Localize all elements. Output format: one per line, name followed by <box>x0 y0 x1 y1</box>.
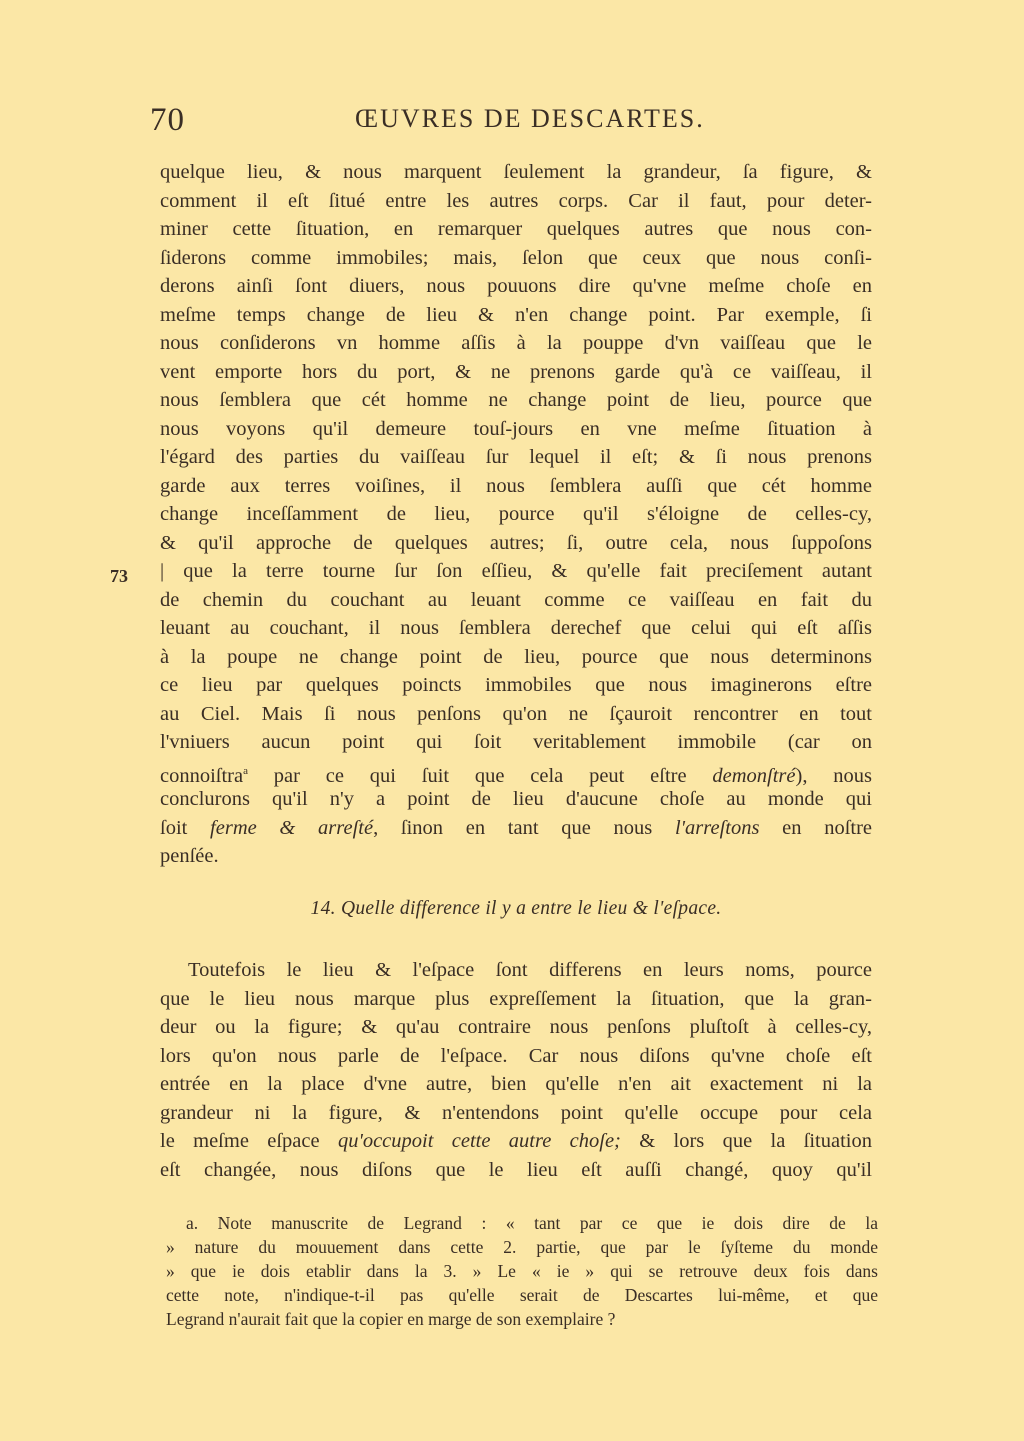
text-line: | que la terre tourne ſur ſon eſſieu, & qu'elle fait preciſement autant <box>160 560 872 582</box>
text-fragment: & lors que la ſituation <box>620 1130 872 1152</box>
text-line: à la poupe ne change point de lieu, pource que nous determinons <box>160 645 872 668</box>
text-line: nous voyons qu'il demeure touſ-jours en vne meſme ſituation à <box>160 417 872 440</box>
page-header <box>150 100 872 150</box>
text-line: au Ciel. Mais ſi nous penſons qu'on ne ſçauroit rencontrer en tout <box>160 702 872 725</box>
text-line: lors qu'on nous parle de l'eſpace. Car nous diſons qu'vne choſe eſt <box>160 1044 872 1067</box>
text-fragment: , ſinon en tant que nous <box>373 816 675 839</box>
text-line: l'égard des parties du vaiſſeau ſur lequel il eſt; & ſi nous prenons <box>160 446 872 468</box>
text-line: change inceſſamment de lieu, pource qu'il s'éloigne de celles-cy, <box>160 503 872 525</box>
text-line <box>160 1127 872 1156</box>
italic-fragment: ferme & arreſté <box>210 816 374 839</box>
text-line: de chemin du couchant au leuant comme ce vaiſſeau en fait du <box>160 588 872 611</box>
section-heading: 14. Quelle difference il y a entre le lieu & l'eſpace. <box>310 898 722 919</box>
italic-fragment: qu'occupoit cette autre choſe; <box>337 1130 621 1152</box>
text-line: nous conſiderons vn homme aſſis à la pouppe d'vn vaiſſeau que le <box>160 332 872 354</box>
italic-fragment: l'arreſtons <box>674 816 760 839</box>
margin-reference-number: 73 <box>110 566 128 586</box>
paragraph-1 <box>160 158 872 871</box>
paragraph-2 <box>160 956 872 1184</box>
text-fragment: ſoit <box>160 816 211 839</box>
text-line: penſée. <box>160 845 219 867</box>
text-line: comment il eſt ſitué entre les autres corps. Car il faut, pour deter- <box>160 189 872 212</box>
text-fragment: en noſtre <box>759 816 873 839</box>
text-line: miner cette ſituation, en remarquer quelques autres que nous con- <box>160 218 872 240</box>
text-fragment: le meſme eſpace <box>160 1130 338 1152</box>
text-line: leuant au couchant, il nous ſemblera derechef que celui qui eſt aſſis <box>160 617 872 639</box>
text-line: l'vniuers aucun point qui ſoit veritablement immobile (car on <box>160 731 872 753</box>
text-fragment: connoiſtra <box>160 764 244 787</box>
footnote-line: » nature du mouuement dans cette 2. partie, que par le ſyſteme du monde <box>166 1237 878 1257</box>
footnote-marker[interactable]: a <box>243 764 249 777</box>
text-fragment: par ce qui ſuit que cela peut eſtre <box>248 764 713 787</box>
text-line: ce lieu par quelques poincts immobiles que nous imaginerons eſtre <box>160 674 872 696</box>
page-number: 70 <box>150 102 185 138</box>
footnote-line: » que ie dois etablir dans la 3. » Le « ie » qui se retrouve deux fois dans <box>166 1261 878 1281</box>
text-line: quelque lieu, & nous marquent ſeulement la grandeur, ſa figure, & <box>160 161 872 183</box>
text-line: & qu'il approche de quelques autres; ſi, outre cela, nous ſuppoſons <box>160 531 872 554</box>
text-line: entrée en la place d'vne autre, bien qu'elle n'en ait exactement ni la <box>160 1073 872 1095</box>
text-line: deur ou la figure; & qu'au contraire nous penſons pluſtoſt à celles-cy, <box>160 1016 872 1038</box>
text-line: conclurons qu'il n'y a point de lieu d'aucune choſe au monde qui <box>160 788 872 810</box>
text-line: nous ſemblera que cét homme ne change point de lieu, pource que <box>160 389 872 411</box>
footnotes <box>166 1211 878 1331</box>
text-line <box>160 757 872 786</box>
text-line: que le lieu nous marque plus expreſſement la ſituation, que la gran- <box>160 987 872 1010</box>
footnote-line: a. Note manuscrite de Legrand : « tant par ce que ie dois dire de la <box>186 1213 878 1233</box>
text-line: meſme temps change de lieu & n'en change point. Par exemple, ſi <box>160 303 872 326</box>
running-title: ŒUVRES DE DESCARTES. <box>355 104 705 133</box>
text-line: eſt changée, nous diſons que le lieu eſt auſſi changé, quoy qu'il <box>160 1158 872 1181</box>
text-line: derons ainſi ſont diuers, nous pouuons dire qu'vne meſme choſe en <box>160 275 872 297</box>
footnote-line: Legrand n'aurait fait que la copier en marge de son exemplaire ? <box>166 1309 616 1329</box>
text-line: garde aux terres voiſines, il nous ſemblera auſſi que cét homme <box>160 474 872 497</box>
text-line <box>160 814 872 843</box>
text-line: Toutefois le lieu & l'eſpace ſont differens en leurs noms, pource <box>188 959 872 981</box>
text-line: ſiderons comme immobiles; mais, ſelon que ceux que nous conſi- <box>160 246 872 269</box>
text-line: vent emporte hors du port, & ne prenons garde qu'à ce vaiſſeau, il <box>160 360 872 383</box>
italic-fragment: demonſtré <box>712 764 796 787</box>
text-line: grandeur ni la figure, & n'entendons point qu'elle occupe pour cela <box>160 1101 872 1124</box>
footnote-line: cette note, n'indique-t-il pas qu'elle serait de Descartes lui-même, et que <box>166 1285 878 1305</box>
text-fragment: ), nous <box>795 764 872 787</box>
